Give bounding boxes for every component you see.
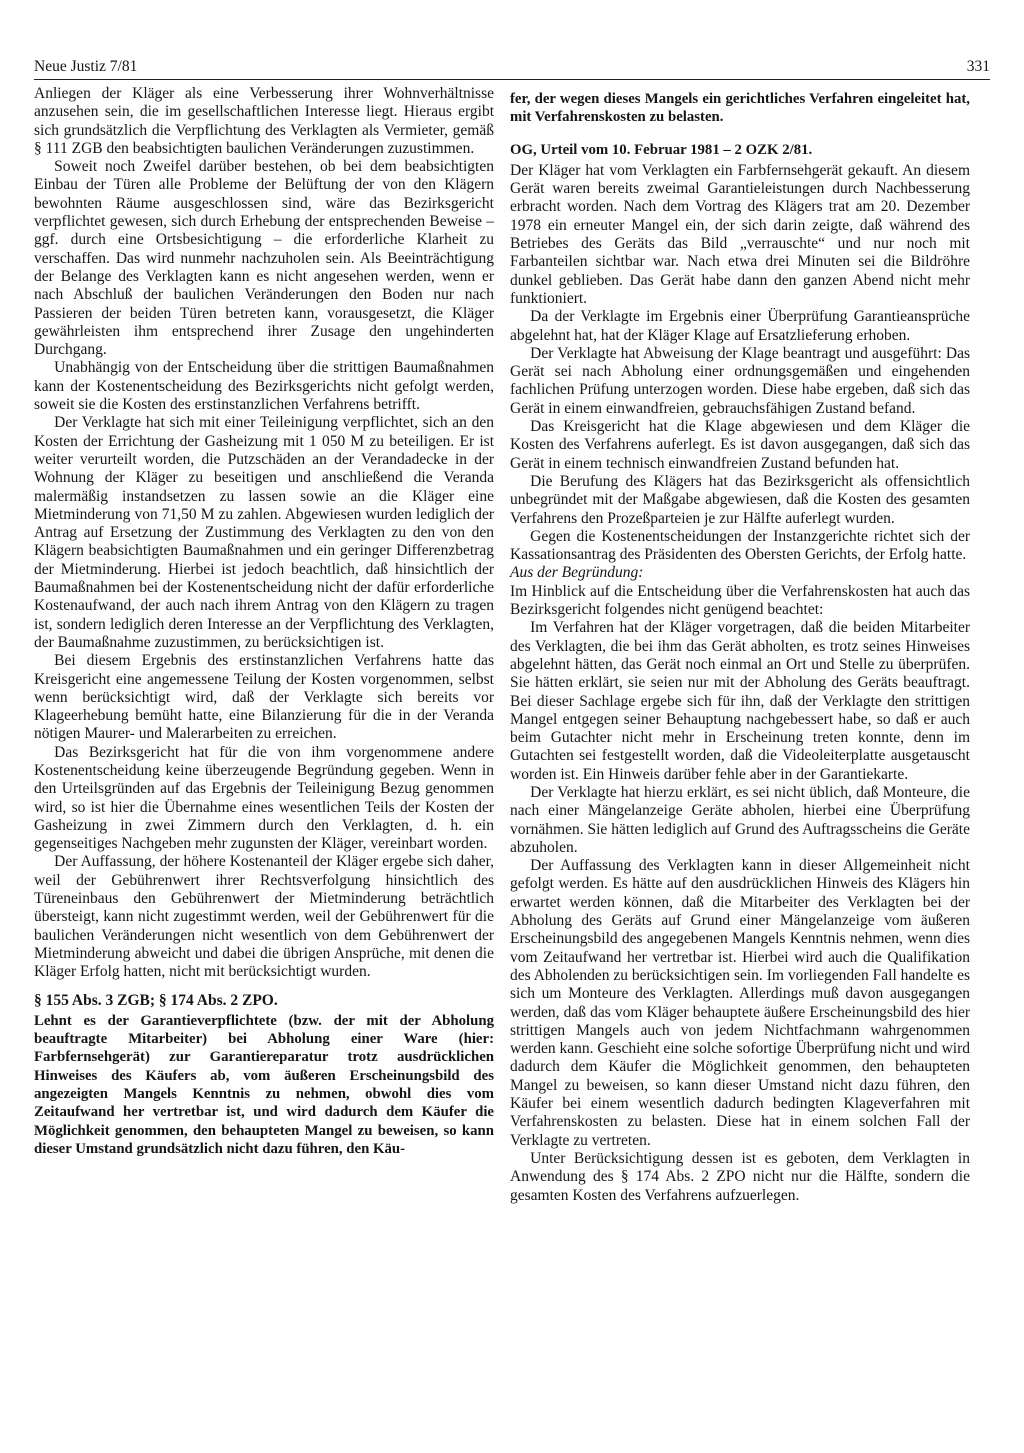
paragraph: Unter Berücksichtigung dessen ist es geboten, dem Verklagten in Anwendung des § 174 Abs. 2 ZPO nicht nur die Hälfte, sondern die gesamten Kosten des Verfahrens aufzuerlegen. [510, 1149, 970, 1204]
reasons-heading: Aus der Begründung: [510, 564, 644, 582]
paragraph: Der Auffassung des Verklagten kann in dieser Allgemeinheit nicht gefolgt werden. Es hätte auf den ausdrücklichen Hinweis des Klägers hin erwartet werden können, daß die Mitarbeiter des Verklagten bei der Abholung des Geräts auf Grund einer Mängelanzeige vom äußeren Erscheinungsbild des angegebenen Mangels Kenntnis nehmen, wenn dies vom Zeitaufwand her vertretbar ist. Hierbei wird auch die Qualifikation des Abholenden zu berücksichtigen sein. Im vorliegenden Fall handelte es sich um Monteure des Verklagten. Allerdings muß davon ausgegangen werden, daß das vom Kläger behauptete äußere Erscheinungsbild des hier strittigen Mangels auch von jedem Nichtfachmann wahrgenommen werden kann. Geschieht eine solche sofortige Überprüfung nicht und wird dadurch dem Käufer die Möglichkeit genommen, den behaupteten Mangel zu beweisen, so kann dieser Umstand nicht dazu führen, den Käufer bei einem wesentlich dadurch bedingten Klageverfahren mit Verfahrenskosten zu belasten. Diese hat in einem solchen Fall der Verklagte zu vertreten. [510, 857, 970, 1149]
paragraph: Das Kreisgericht hat die Klage abgewiesen und dem Kläger die Kosten des Verfahrens auferlegt. Es ist davon ausgegangen, daß sich das Gerät in einem technisch einwandfreien Zustand befunden hat. [510, 418, 970, 472]
paragraph: Der Kläger hat vom Verklagten ein Farbfernsehgerät gekauft. An diesem Gerät waren bereits zweimal Garantieleistungen durch Nachbesserung erbracht worden. Nach dem Vortrag des Klägers trat am 20. Dezember 1978 ein erneuter Mangel ein, der sich darin zeigte, daß während des Betriebes des Geräts das Bild „verrauschte“ und nur noch mit Farbanteilen sichtbar war. Nach etwa drei Minuten sei die Bildröhre dunkel geblieben. Das Gerät habe dann den ganzen Abend nicht mehr funktioniert. [510, 161, 970, 307]
left-column [34, 85, 494, 1158]
paragraph: Der Verklagte hat Abweisung der Klage beantragt und ausgeführt: Das Gerät sei nach Abholung einer ordnungsgemäßen und eingehenden fachlichen Prüfung unterzogen worden. Diese habe ergeben, daß sich das Gerät in einem einwandfreien, gebrauchsfähigen Zustand befand. [510, 344, 970, 417]
paragraph: Die Berufung des Klägers hat das Bezirksgericht als offensichtlich unbegründet mit der Maßgabe abgewiesen, daß die Kosten des gesamten Verfahrens den Prozeßparteien je zur Hälfte auferlegt wurden. [510, 472, 970, 527]
paragraph: Der Auffassung, der höhere Kostenanteil der Kläger ergebe sich daher, weil der Gebührenwert ihrer Rechtsverfolgung hinsichtlich des Türeneinbaus den Gebührenwert der Mietminderung beträchtlich übersteigt, kann nicht zugestimmt werden, weil der Gebührenwert für die baulichen Veränderungen nicht wesentlich von dem Gebührenwert der Mietminderung abweicht und dabei die übrigen Ansprüche, mit denen die Kläger Erfolg hatten, nicht mit berücksichtigt wurden. [34, 853, 494, 981]
paragraph: Soweit noch Zweifel darüber bestehen, ob bei dem beabsichtigten Einbau der Türen alle Probleme der Belüftung der von den Klägern bewohnten Räume ausgeschlossen sind, wäre das Bezirksgericht verpflichtet gewesen, sich durch Erhebung der entsprechenden Beweise – ggf. durch eine Ortsbesichtigung – die erforderliche Klarheit zu verschaffen. Das wird nunmehr nachzuholen sein. Als Beeinträchtigung der Belange des Verklagten kann es nicht angesehen werden, wenn er nach Abschluß der baulichen Veränderungen den Boden nur nach Passieren der beiden Türen betreten kann, vorausgesetzt, die Kläger gewährleisten ihm entsprechend ihrer Zusage den ungehinderten Durchgang. [34, 158, 494, 359]
headnote-continuation: fer, der wegen dieses Mangels ein gerichtliches Verfahren eingeleitet hat, mit Verfahrenskosten zu belasten. [510, 91, 970, 126]
paragraph: Anliegen der Kläger als eine Verbesserung ihrer Wohnverhältnisse anzusehen sein, die im gesellschaftlichen Interesse liegt. Hieraus ergibt sich grundsätzlich die Verpflichtung des Verklagten als Vermieter, gemäß § 111 ZGB den beabsichtigten baulichen Veränderungen zuzustimmen. [34, 85, 494, 157]
paragraph: Das Bezirksgericht hat für die von ihm vorgenommene andere Kostenentscheidung keine überzeugende Begründung gegeben. Wenn in den Urteilsgründen auf das Ergebnis der Teileinigung Bezug genommen wird, so ist hier die Übernahme eines wesentlichen Teils der Kosten der Gasheizung in zwei Zimmern durch den Verklagten, d. h. ein gegenseitiges Nachgeben mehr zugunsten der Kläger, vereinbart worden. [34, 743, 494, 853]
paragraph: Bei diesem Ergebnis des erstinstanzlichen Verfahrens hatte das Kreisgericht eine angemessene Teilung der Kosten vorgenommen, selbst wenn berücksichtigt wird, daß der Verklagte sich bereits vor Klageerhebung bemüht hatte, eine Bilanzierung für die in der Veranda nötigen Maurer- und Malerarbeiten zu erreichen. [34, 652, 494, 743]
statute-citation: § 155 Abs. 3 ZGB; § 174 Abs. 2 ZPO. [34, 991, 278, 1009]
right-column [510, 90, 970, 1205]
paragraph: Gegen die Kostenentscheidungen der Instanzgerichte richtet sich der Kassationsantrag des Präsidenten des Obersten Gerichts, der Erfolg hatte. [510, 527, 970, 564]
journal-header: Neue Justiz 7/81 [34, 58, 138, 75]
paragraph: Da der Verklagte im Ergebnis einer Überprüfung Garantieansprüche abgelehnt hat, hat der Kläger Klage auf Ersatzlieferung erhoben. [510, 308, 970, 344]
paragraph: Im Verfahren hat der Kläger vorgetragen, daß die beiden Mitarbeiter des Verklagten, die bei ihm das Gerät abholten, es trotz seines Hinweises abgelehnt hätten, das Gerät noch einmal an Ort und Stelle zu überprüfen. Sie hätten erklärt, sie seien nur mit der Abholung des Geräts beauftragt. Bei dieser Sachlage ergebe sich für ihn, daß der Verklagte den strittigen Mangel entgegen seiner Behauptung nachgebessert habe, so daß er auch beim Gutachter nicht mehr in Erscheinung treten konnte, denn im Gutachten sei festgestellt worden, daß die Videoleiterplatte ausgetauscht worden ist. Ein Hinweis darüber fehle aber in der Garantiekarte. [510, 619, 970, 783]
page-number: 331 [966, 58, 990, 75]
header-rule [34, 79, 990, 80]
paragraph: Unabhängig von der Entscheidung über die strittigen Baumaßnahmen kann der Kostenentscheidung des Bezirksgerichts nicht gefolgt werden, soweit sie die Kosten des erstinstanzlichen Verfahrens betrifft. [34, 359, 494, 414]
paragraph: Im Hinblick auf die Entscheidung über die Verfahrenskosten hat auch das Bezirksgericht folgendes nicht genügend beachtet: [510, 582, 970, 619]
paragraph: Der Verklagte hat sich mit einer Teileinigung verpflichtet, sich an den Kosten der Errichtung der Gasheizung mit 1 050 M zu beteiligen. Er ist weiter verurteilt worden, die Putzschäden an der Verandadecke in der Wohnung der Kläger zu beseitigen und anschließend die Veranda malermäßig instandsetzen zu lassen sowie an die Kläger eine Mietminderung von 71,50 M zu zahlen. Abgewiesen wurden lediglich der Antrag auf Ersetzung der Zustimmung des Verklagten zu den von den Klägern beabsichtigten Baumaßnahmen und ein geringer Differenzbetrag der Mietminderung. Hierbei ist jedoch beachtlich, daß hinsichtlich der Baumaßnahmen bei der Kostenentscheidung nicht der dafür erforderliche Kostenaufwand, der auch nach ihrem Antrag von den Klägern zu tragen ist, sondern lediglich deren Interesse an der Verpflichtung des Verklagten, der Baumaßnahme zuzustimmen, zu berücksichtigen ist. [34, 414, 494, 651]
court-decision-reference: OG, Urteil vom 10. Februar 1981 – 2 OZK 2/81. [510, 141, 813, 158]
paragraph: Der Verklagte hat hierzu erklärt, es sei nicht üblich, daß Monteure, die nach einer Mängelanzeige Geräte abholen, hierbei eine Überprüfung vornähmen. Sie hätten lediglich auf Grund des Auftragsscheins die Geräte abzuholen. [510, 783, 970, 856]
headnote: Lehnt es der Garantieverpflichtete (bzw. der mit der Abholung beauftragte Mitarbeiter) bei Abholung einer Ware (hier: Farbfernsehgerät) zur Garantiereparatur trotz ausdrücklichen Hinweises des Käufers ab, vom äußeren Erscheinungsbild des angezeigten Mangels Kenntnis zu nehmen, obwohl dies vom Zeitaufwand her vertretbar ist, und wird dadurch dem Käufer die Möglichkeit genommen, den behaupteten Mangel zu beweisen, so kann dieser Umstand grundsätzlich nicht dazu führen, den Käu- [34, 1012, 494, 1157]
